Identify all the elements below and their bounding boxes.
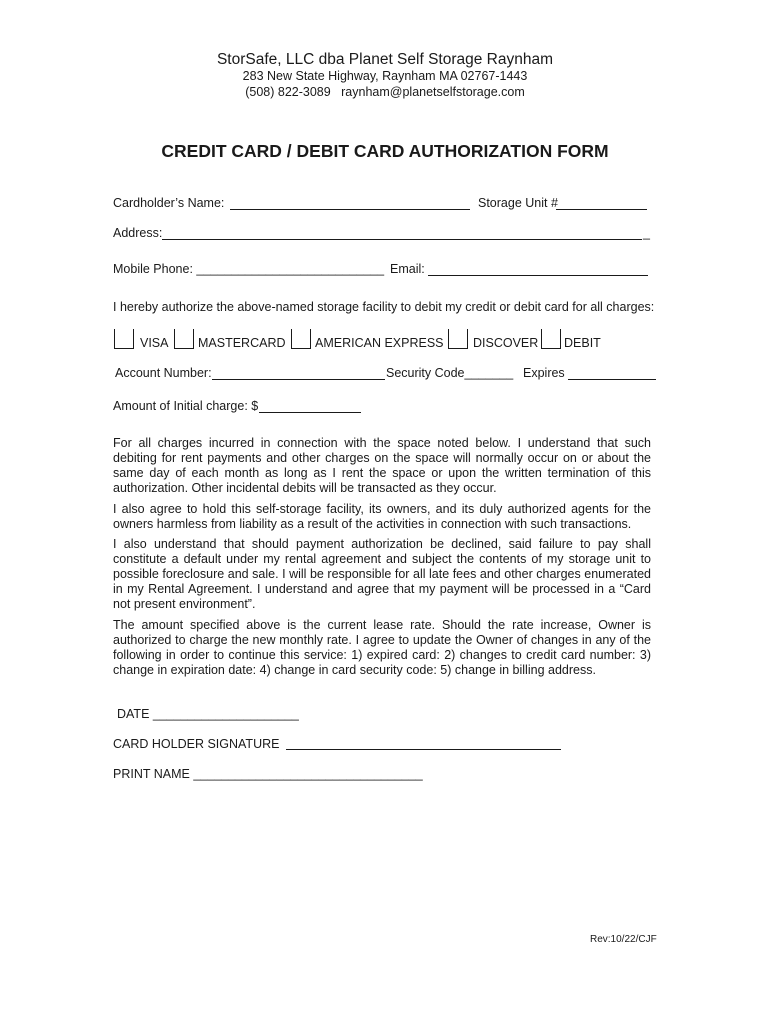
terms-paragraph-1: For all charges incurred in connection with the space noted below. I understand that such debiting for rent payments and other charges on the space will normally occur on or about the same day of each month as long as I rent the space or upon the written termination of this authorization. Other incidental debits will be transacted as they occur. [113,436,651,495]
account-number-line[interactable] [212,379,385,380]
authorization-statement: I hereby authorize the above-named storage facility to debit my credit or debit card for all charges: [113,300,655,314]
mastercard-label: MASTERCARD [198,336,286,350]
print-name-field[interactable]: PRINT NAME _________________________________ [113,767,423,781]
visa-checkbox[interactable] [114,329,134,349]
terms-paragraph-2: I also agree to hold this self-storage facility, its owners, and its duly authorized agents for the owners harmless from liability as a result of the activities in connection with such transactions. [113,502,651,531]
company-name: StorSafe, LLC dba Planet Self Storage Raynham [216,51,554,68]
company-contact [0,85,770,99]
amex-checkbox[interactable] [291,329,311,349]
email-label: Email: [390,262,425,276]
security-code-field[interactable]: Security Code_______ [386,366,514,380]
company-phone: (508) 822-3089 [245,85,331,99]
terms-paragraph-4: The amount specified above is the current lease rate. Should the rate increase, Owner is authorized to charge the new monthly rate. I agree to update the Owner of changes in any of the following in order to continue this service: 1) expired card: 2) changes to credit card number: 3) change in expiration date: 4) change in card security code: 5) change in billing address. [113,618,651,677]
date-field[interactable]: DATE _____________________ [117,707,299,721]
expires-label: Expires [523,366,565,380]
address-label: Address: [113,226,163,240]
initial-charge-line[interactable] [259,412,361,413]
cardholder-name-label: Cardholder’s Name: [113,196,225,210]
expires-line[interactable] [568,379,656,380]
initial-charge-label: Amount of Initial charge: $ [113,399,259,413]
discover-label: DISCOVER [473,336,539,350]
debit-checkbox[interactable] [541,329,561,349]
form-title: CREDIT CARD / DEBIT CARD AUTHORIZATION FORM [161,141,609,161]
discover-checkbox[interactable] [448,329,468,349]
terms-paragraph-3: I also understand that should payment authorization be declined, said failure to pay shall constitute a default under my rental agreement and subject the contents of my storage unit to possible foreclosure and sale. I will be responsible for all late fees and other charges enumerated in my Rental Agreement. I understand and agree that my payment will be processed in a “Card not present environment”. [113,537,651,611]
signature-line[interactable] [286,749,561,750]
company-email: raynham@planetselfstorage.com [341,85,525,99]
signature-label: CARD HOLDER SIGNATURE [113,737,280,751]
storage-unit-line[interactable] [556,209,647,210]
address-line-tail: _ [643,226,650,240]
storage-unit-label: Storage Unit # [478,196,558,210]
email-line[interactable] [428,275,648,276]
mastercard-checkbox[interactable] [174,329,194,349]
account-number-label: Account Number: [115,366,212,380]
address-line[interactable] [162,239,642,240]
company-address: 283 New State Highway, Raynham MA 02767-1443 [242,69,528,83]
visa-label: VISA [140,336,169,350]
cardholder-name-line[interactable] [230,209,470,210]
debit-label: DEBIT [564,336,601,350]
amex-label: AMERICAN EXPRESS [315,336,444,350]
revision-code: Rev:10/22/CJF [590,934,657,945]
mobile-phone-field[interactable]: Mobile Phone: ___________________________ [113,262,385,276]
